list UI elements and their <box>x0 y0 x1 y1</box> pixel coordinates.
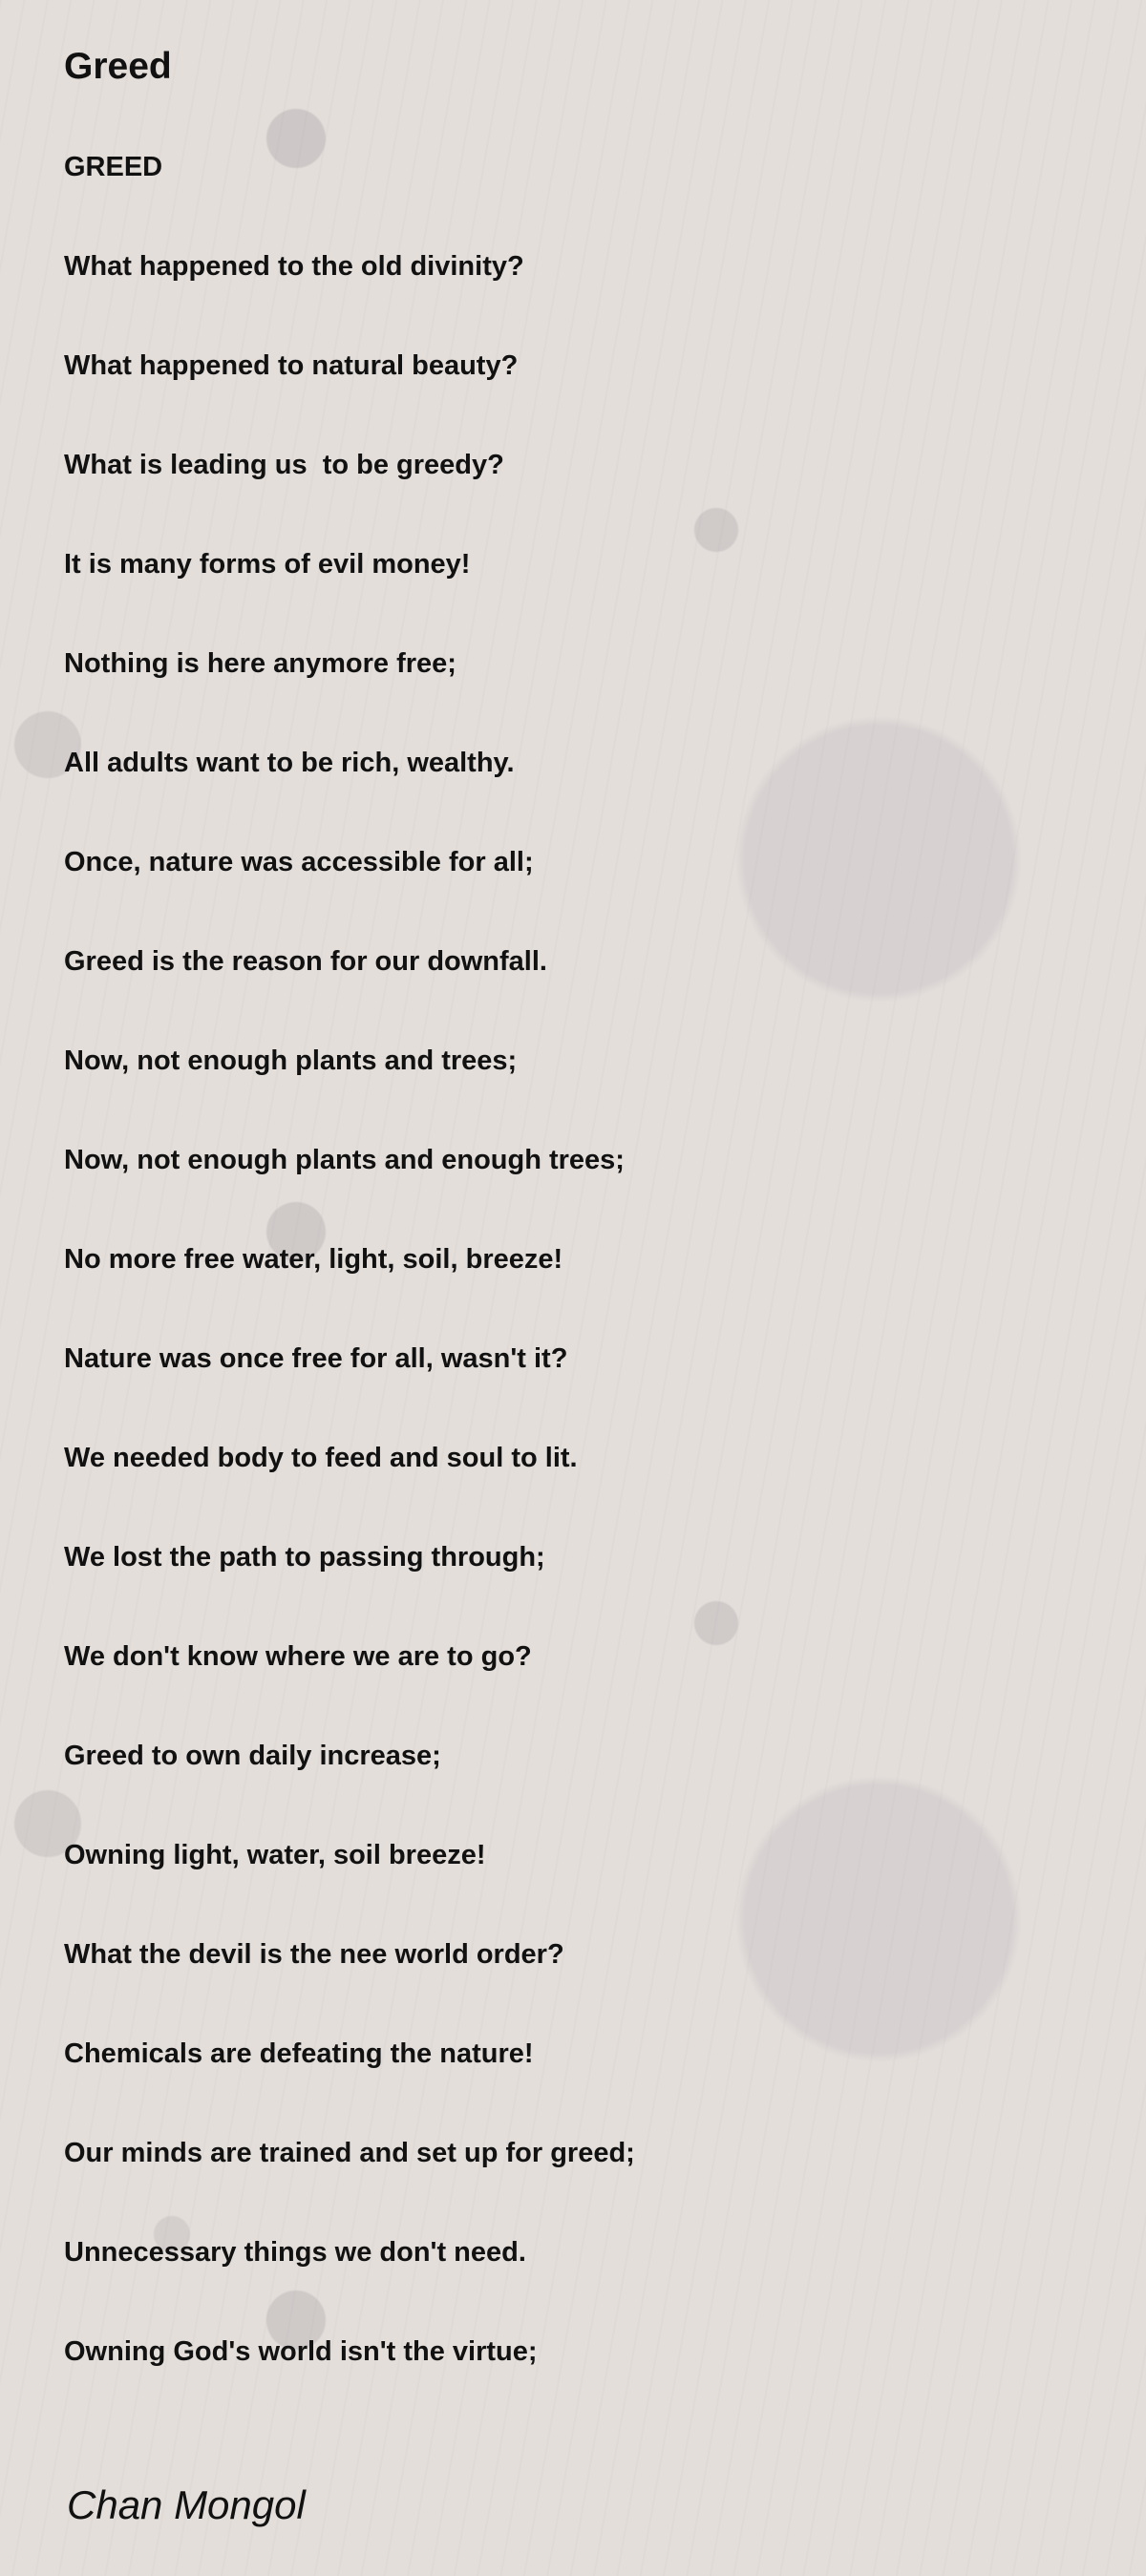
poem-line: What happened to natural beauty? <box>64 350 519 381</box>
poem-line: It is many forms of evil money! <box>64 549 471 580</box>
poem-line: Greed to own daily increase; <box>64 1741 441 1771</box>
poem-line: Once, nature was accessible for all; <box>64 847 534 877</box>
poem-line: Our minds are trained and set up for greed; <box>64 2138 635 2168</box>
poem-author: Chan Mongol <box>67 2482 306 2527</box>
poem-line: Owning light, water, soil breeze! <box>64 1840 486 1870</box>
poem-line: Nature was once free for all, wasn't it? <box>64 1343 568 1374</box>
poem-line: What happened to the old divinity? <box>64 251 524 282</box>
poem-line: Greed is the reason for our downfall. <box>64 946 547 977</box>
poem-line: GREED <box>64 152 163 182</box>
poem-line: What the devil is the nee world order? <box>64 1939 564 1970</box>
poem-line: We lost the path to passing through; <box>64 1542 545 1573</box>
poem-line: Nothing is here anymore free; <box>64 648 456 679</box>
poem-title: Greed <box>64 46 172 87</box>
poem-line: All adults want to be rich, wealthy. <box>64 748 515 778</box>
poem-line: Unnecessary things we don't need. <box>64 2237 526 2268</box>
poem-line: We don't know where we are to go? <box>64 1641 532 1672</box>
poem-line: Chemicals are defeating the nature! <box>64 2038 534 2069</box>
poem-line: What is leading us to be greedy? <box>64 450 504 480</box>
poem-line: We needed body to feed and soul to lit. <box>64 1443 578 1473</box>
poem-body <box>64 150 635 2434</box>
poem-line: Now, not enough plants and trees; <box>64 1045 518 1076</box>
poem-line: No more free water, light, soil, breeze! <box>64 1244 563 1275</box>
poem-line: Now, not enough plants and enough trees; <box>64 1145 625 1175</box>
poem-line: Owning God's world isn't the virtue; <box>64 2336 538 2367</box>
